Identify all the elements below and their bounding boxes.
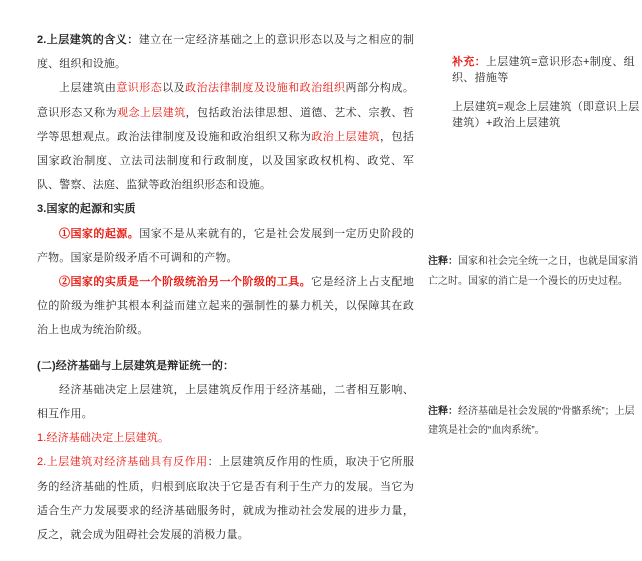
heading-state-origin-essence: [37, 197, 414, 221]
body-text: 上层建筑由: [59, 82, 117, 95]
para-state-origin: [37, 222, 414, 270]
highlight-text: 2.上层建筑对经济基础具有反作用: [37, 456, 208, 469]
heading-dialectical-unity: [37, 354, 414, 378]
highlight-text: 政治上层建筑: [311, 130, 380, 143]
body-text: ，包括国家政治制度、立法司法制度和行政制度，以及国家政权机构、政党、军队、警察、法庭、监狱等政治组织形态和设施。: [37, 130, 414, 192]
annotation-systems-note: [428, 402, 639, 440]
highlight-text: ①国家的起源。: [59, 227, 140, 240]
body-text: 上层建筑=观念上层建筑（即意识上层建筑）+政治上层建筑: [452, 101, 640, 129]
annotation-supplement: [452, 54, 642, 131]
annotation-paragraph: [428, 252, 639, 292]
highlight-text: ②国家的实质是一个阶级统治另一个阶级的工具。: [59, 276, 312, 289]
body-text: 注释：: [428, 406, 458, 417]
para-state-essence: [37, 270, 414, 343]
para-superstructure-definition: [37, 28, 414, 76]
highlight-text: 补充：: [452, 56, 486, 68]
annotation-paragraph: [452, 99, 642, 131]
para-superstructure-reacts: [37, 450, 414, 547]
body-text: (二)经济基础与上层建筑是辩证统一的：: [37, 359, 235, 372]
para-base-determines: [37, 426, 414, 450]
annotation-state-note: [428, 252, 639, 292]
body-text: 上层建筑=意识形态+制度、组织、措施等: [452, 56, 635, 84]
highlight-text: 政治法律制度及设施和政治组织: [185, 82, 346, 95]
highlight-text: 1.经济基础决定上层建筑。: [37, 432, 170, 445]
highlight-text: 意识形态: [116, 82, 163, 95]
annotation-paragraph: [452, 54, 642, 86]
body-text: ：上层建筑反作用的性质，取决于它所服务的经济基础的性质，归根到底取决于它是否有利于生产力的发展。当它为适合生产力发展要求的经济基础服务时，就成为推动社会发展的进步力量，反之，就会成为阻碍社会发展的消极力量。: [37, 456, 415, 542]
body-text: 国家和社会完全统一之日，也就是国家消亡之时。国家的消亡是一个漫长的历史过程。: [428, 256, 638, 287]
body-text: 注释：: [428, 256, 458, 267]
body-text: 2.上层建筑的含义：: [37, 34, 139, 46]
para-superstructure-composition: [37, 76, 414, 197]
body-text: 建立在一定经济基础之上的意识形态以及与之相应的制度、组织和设施。: [37, 34, 414, 71]
main-text-column: [37, 28, 414, 547]
body-text: 国家不是从来就有的，它是社会发展到一定历史阶段的产物。国家是阶级矛盾不可调和的产物。: [37, 227, 414, 264]
body-text: 以及: [162, 82, 186, 95]
body-text: 经济基础决定上层建筑，上层建筑反作用于经济基础，二者相互影响、相互作用。: [37, 383, 414, 421]
para-mutual-influence: [37, 378, 414, 426]
annotation-paragraph: [428, 402, 639, 440]
body-text: 3.国家的起源和实质: [37, 203, 136, 216]
body-text: 它是经济上占支配地位的阶级为维护其根本利益而建立起来的强制性的暴力机关，以保障其在政治上也成为统治阶级。: [37, 276, 414, 337]
highlight-text: 观念上层建筑: [117, 106, 186, 119]
body-text: 两部分构成。意识形态又称为: [37, 82, 414, 119]
body-text: 经济基础是社会发展的“骨骼系统”；上层建筑是社会的“血肉系统”。: [428, 406, 635, 436]
body-text: ，包括政治法律思想、道德、艺术、宗教、哲学等思想观点。政治法律制度及设施和政治组织又称为: [37, 106, 414, 143]
